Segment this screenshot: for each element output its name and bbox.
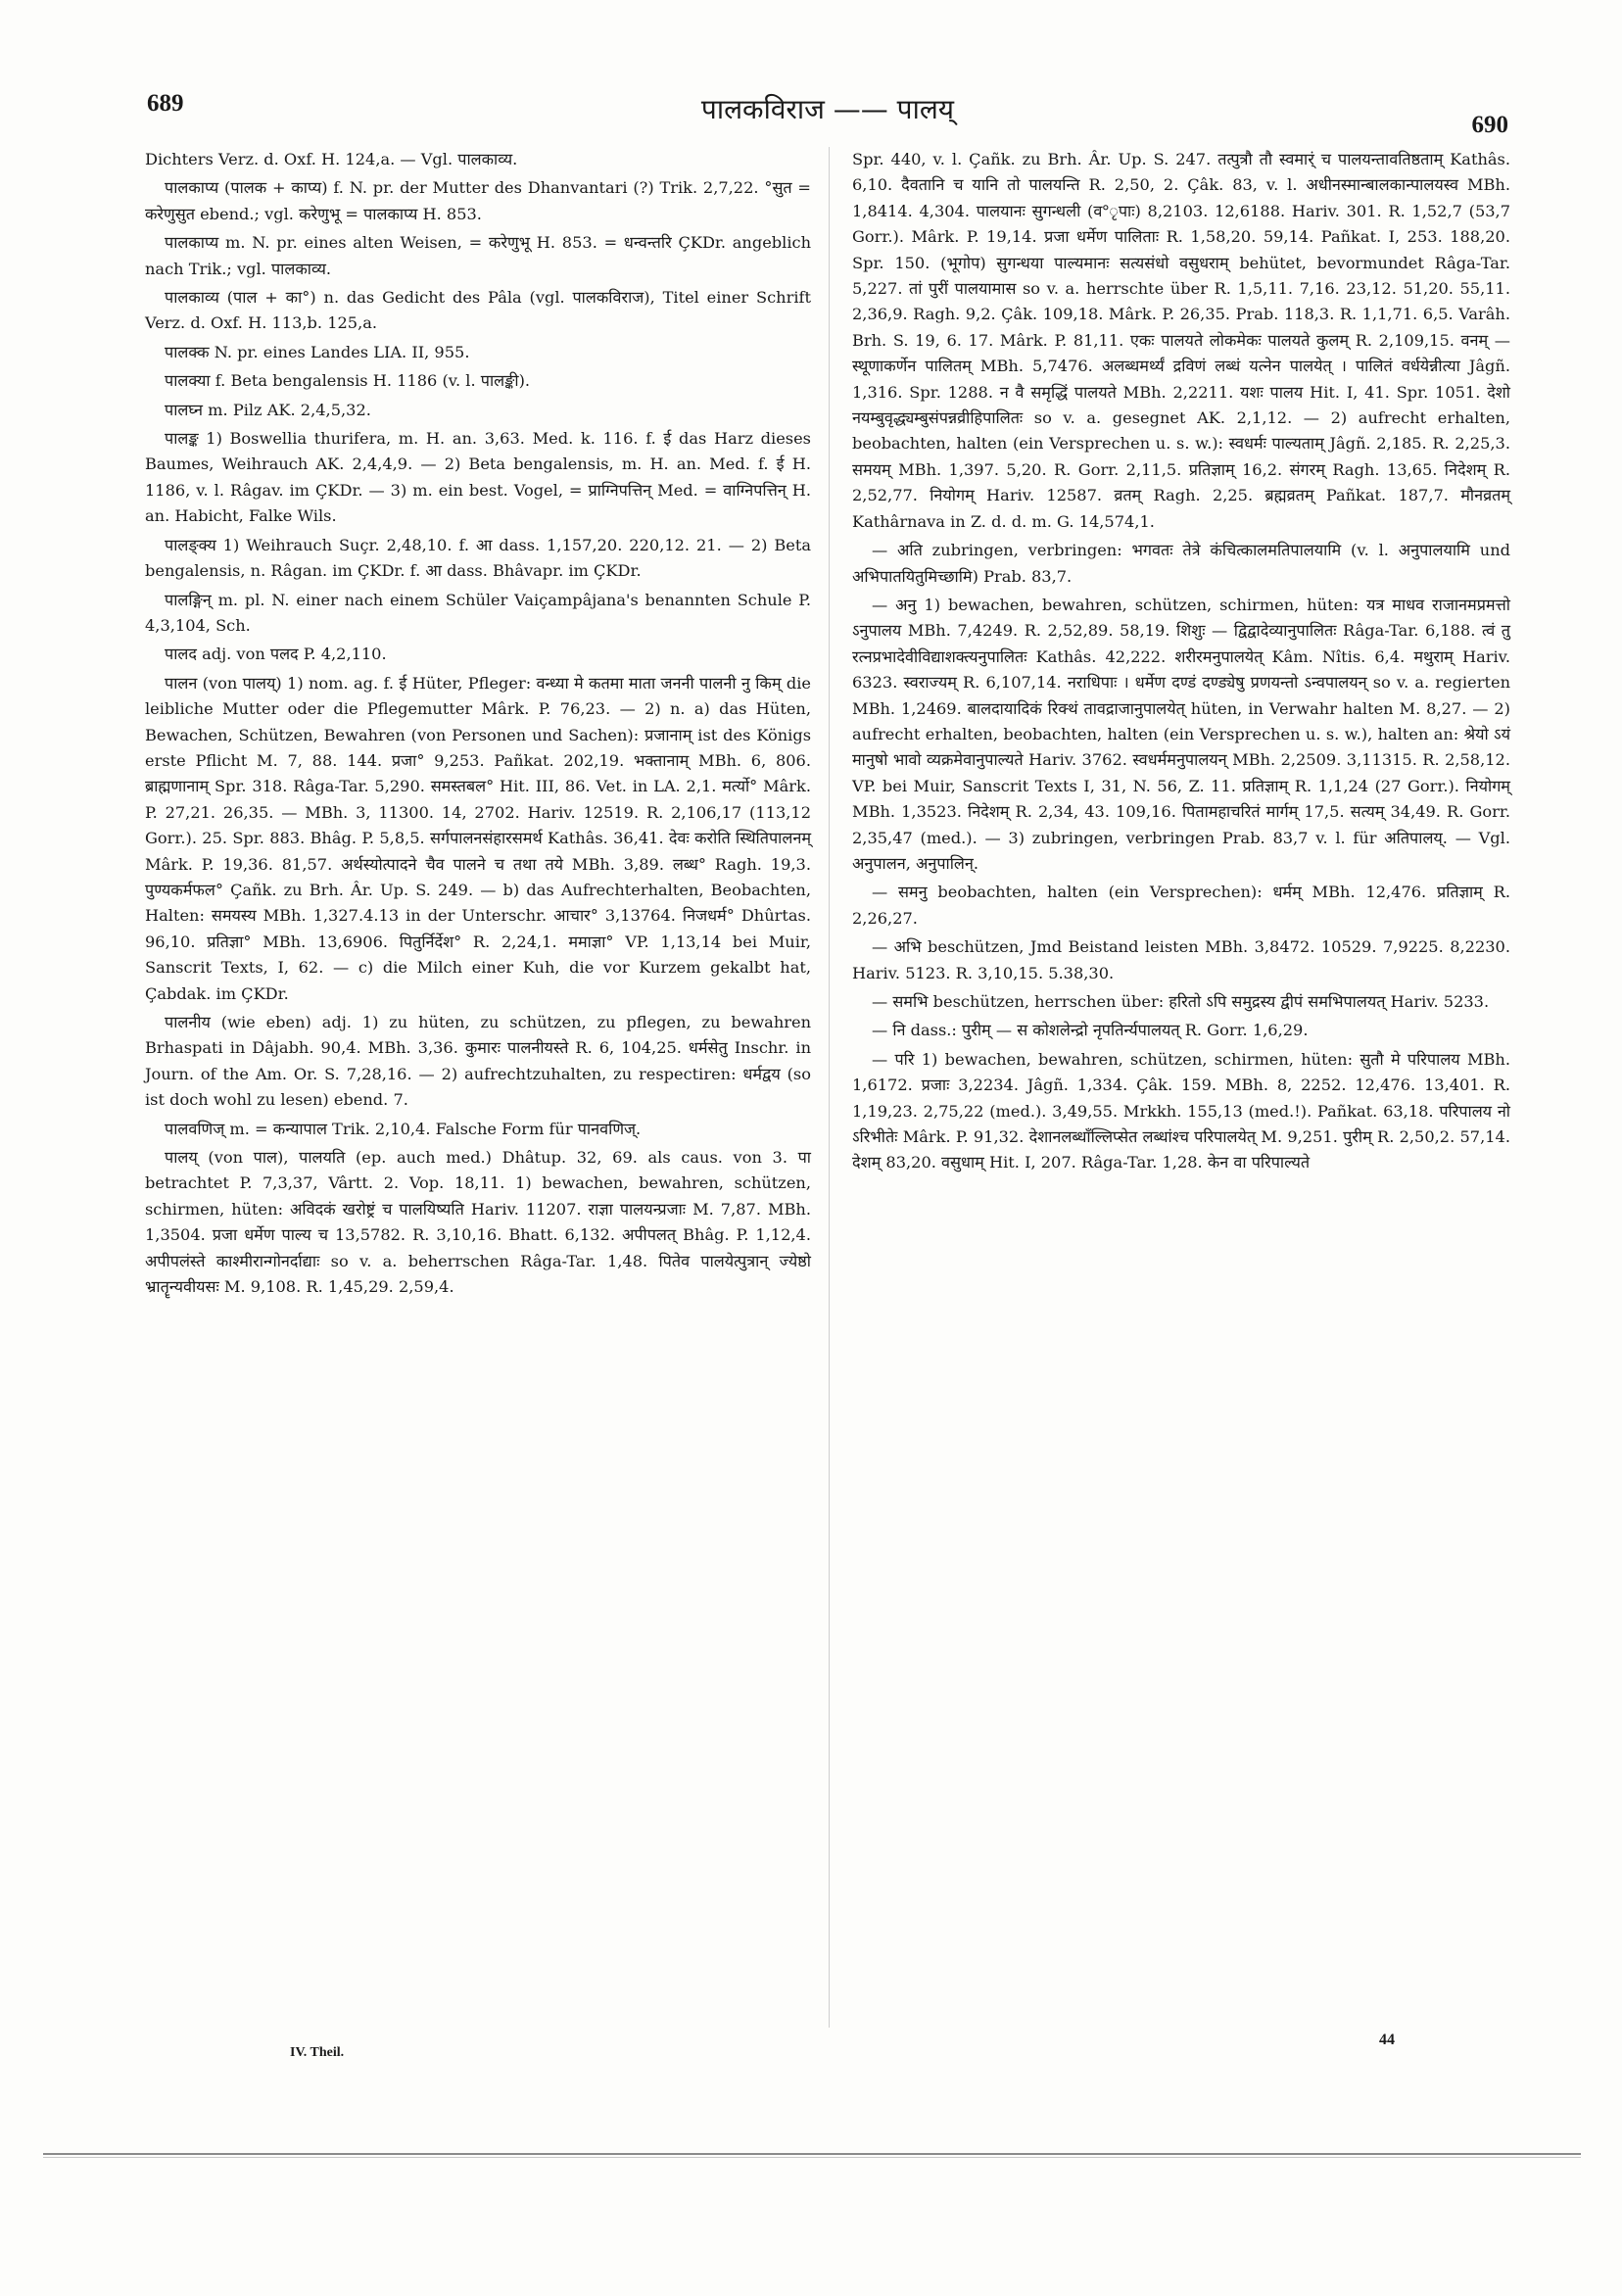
entry-palakapya-f: पालकाप्य (पालक + काप्य) f. N. pr. der Mutter des Dhanvantari (?) Trik. 2,7,22. °सुत = करेणुसुत ebend.; vgl. करेणुभू = पालकाप्य H. 853. bbox=[145, 178, 811, 223]
entry-palay-continued: Spr. 440, v. l. Çañk. zu Brh. Âr. Up. S. 247. तत्पुत्रौ तौ स्वमार्ं च पालयन्तावतिष्ठताम् Kathâs. 6,10. दैवतानि च यानि तो पालयन्ति R. 2,50, 2. Çâk. 83, v. l. अधीनस्मान्बालकान्पालयस्व MBh. 1,8414. 4,304. पालयानः सुगन्धली (व°ृपाः) 8,2103. 12,6188. Hariv. 301. R. 1,52,7 (53,7 Gorr.). Mârk. P. 19,14. प्रजा धर्मेण पालिताः R. 1,58,20. 59,14. Pañkat. I, 253. 188,20. Spr. 150. (भूगोप) सुगन्धया पाल्यमानः सत्यसंधो वसुधराम् behütet, bevormundet Râga-Tar. 5,227. तां पुरीं पालयामास so v. a. herrschte über R. 1,5,11. 7,16. 23,12. 51,20. 55,11. 2,36,9. Ragh. 9,2. Çâk. 109,18. Mârk. P. 26,35. Prab. 118,3. R. 1,1,71. 6,5. Varâh. Brh. S. 19, 6. 17. Mârk. P. 81,11. एकः पालयते लोकमेकः पालयते कुलम् R. 2,109,15. वनम् — स्थूणाकर्णेन पालितम् MBh. 5,7476. अलब्धमर्थ्यं द्रविणं लब्धं यत्नेन पालयेत् । पालितं वर्धयेन्नीत्या Jâgñ. 1,316. Spr. 1288. न वै समृद्धिं पालयते MBh. 2,2211. यशः पालय Hit. I, 41. Spr. 1051. देशो नयम्बुवृद्ध्यम्बुसंपन्नव्रीहिपालितः so v. a. gesegnet AK. 2,1,12. — 2) aufrecht erhalten, beobachten, halten (ein Versprechen u. s. w.): स्वधर्मः पाल्यताम् Jâgñ. 2,185. R. 2,25,3. समयम् MBh. 1,397. 5,20. R. Gorr. 2,11,5. प्रतिज्ञाम् 16,2. संगरम् Ragh. 13,65. निदेशम् R. 2,52,77. नियोगम् Hariv. 12587. व्रतम् Ragh. 2,25. ब्रह्मव्रतम् Pañkat. 187,7. मौनव्रतम् Kathârnava in Z. d. d. m. G. 14,574,1. bbox=[852, 150, 1510, 531]
subentry-samabhi: — समभि beschützen, herrschen über: हरितो ऽपि समुद्रस्य द्वीपं समभिपालयत् Hariv. 5233. bbox=[872, 992, 1490, 1011]
subentry-abhi: — अभि beschützen, Jmd Beistand leisten MBh. 3,8472. 10529. 7,9225. 8,2230. Hariv. 5123. R. 3,10,15. 5.38,30. bbox=[852, 937, 1510, 982]
bottom-rule-secondary bbox=[43, 2157, 1581, 2158]
subentry-ati: — अति zubringen, verbringen: भगवतः तेत्रे कंचित्कालमतिपालयामि (v. l. अनुपालयामि und अभिपातयितुमिच्छामि) Prab. 83,7. bbox=[852, 541, 1510, 586]
entry-palanka: पालङ्क 1) Boswellia thurifera, m. H. an. 3,63. Med. k. 116. f. ई das Harz dieses Baumes, Weihrauch AK. 2,4,4,9. — 2) Beta bengalensis, m. H. an. Med. f. ई H. 1186, v. l. Râgav. im ÇKDr. — 3) m. ein best. Vogel, = प्राग्निपत्तिन् Med. = वाग्निपत्तिन् H. an. Habicht, Falke Wils. bbox=[145, 429, 811, 526]
column-divider bbox=[829, 147, 830, 2028]
entry-palaghna: पालघ्न m. Pilz AK. 2,4,5,32. bbox=[165, 400, 371, 419]
entry-palakka: पालक्क N. pr. eines Landes LIA. II, 955. bbox=[165, 342, 470, 361]
bottom-rule bbox=[43, 2153, 1581, 2155]
entry-palay: पालय् (von पाल), पालयति (ep. auch med.) Dhâtup. 32, 69. als caus. von 3. पा betrachtet P. 7,3,37, Vârtt. 2. Vop. 18,11. 1) bewachen, bewahren, schützen, schirmen, hüten: अविदकं खरोष्ट्रं च पालयिष्यति Hariv. 11207. राज्ञा पालयन्प्रजाः M. 7,87. MBh. 1,3504. प्रजा धर्मेण पाल्य च 13,5782. R. 3,10,16. Bhatt. 6,132. अपीपलत् Bhâg. P. 1,12,4. अपीपलंस्ते काश्मीरान्गोनर्दाद्याः so v. a. beherrschen Râga-Tar. 1,48. पितेव पालयेत्पुत्रान् ज्येष्ठो भ्रातॄन्यवीयसः M. 9,108. R. 1,45,29. 2,59,4. bbox=[145, 1148, 811, 1297]
page-number-right: 690 bbox=[1471, 112, 1508, 138]
page-number-left: 689 bbox=[147, 90, 184, 117]
running-head: पालकविराज —— पालय् bbox=[700, 93, 955, 125]
page-header bbox=[147, 90, 1508, 138]
subentry-pari: — परि 1) bewachen, bewahren, schützen, schirmen, hüten: सुतौ मे परिपालय MBh. 1,6172. प्रजाः 3,2234. Jâgñ. 1,334. Çâk. 159. MBh. 8, 2252. 12,476. 13,401. R. 1,19,23. 2,75,22 (med.). 3,49,55. Mrkkh. 155,13 (med.!). Pañkat. 63,18. परिपालय नो ऽरिभीतेः Mârk. P. 91,32. देशानलब्धाँल्लिप्सेत लब्धांश्च परिपालयेत् M. 9,251. पुरीम् R. 2,50,2. 57,14. देशम् 83,20. वसुधाम् Hit. I, 207. Râga-Tar. 1,28. केन वा परिपाल्यते bbox=[852, 1049, 1510, 1172]
entry-palakavya: पालकाव्य (पाल + का°) n. das Gedicht des Pâla (vgl. पालकविराज), Titel einer Schrift Verz. d. Oxf. H. 113,b. 125,a. bbox=[145, 288, 811, 333]
volume-signature: IV. Theil. bbox=[290, 2045, 345, 2060]
subentry-anu: — अनु 1) bewachen, bewahren, schützen, schirmen, hüten: यत्र माधव राजानमप्रमत्तो ऽनुपालय MBh. 7,4249. R. 2,52,89. 58,19. शिशुः — द्विद्वादेव्यानुपालितः Râga-Tar. 6,188. त्वं तु रत्नप्रभादेवीविद्याशक्त्यनुपालितः Kathâs. 42,222. शरीरमनुपालयेत् Kâm. Nîtis. 6,4. मथुराम् Hariv. 6323. स्वराज्यम् R. 6,107,14. नराधिपाः । धर्मेण दण्डं दण्ड्येषु प्रणयन्तो ऽन्वपालयन् so v. a. regierten MBh. 1,2469. बालदायादिकं रिक्थं तावद्राजानुपालयेत् hüten, in Verwahr halten M. 8,27. — 2) aufrecht erhalten, beobachten, halten (ein Versprechen u. s. w.), halten an: श्रेयो ऽयं मानुषो भावो व्यक्रमेवानुपाल्यते Hariv. 3762. स्वधर्ममनुपालयन् MBh. 2,2509. 3,11315. R. 2,58,12. VP. bei Muir, Sanscrit Texts I, 31, N. 56, Z. 11. प्रतिज्ञाम् R. 1,1,24 (27 Gorr.). नियोगम् MBh. 1,3523. निदेशम् R. 2,34, 43. 109,16. पितामहाचरितं मार्गम् 17,5. सत्यम् 34,49. R. Gorr. 2,35,47 (med.). — 3) zubringen, verbringen Prab. 83,7 v. l. für अतिपालय्. — Vgl. अनुपालन, अनुपालिन्. bbox=[852, 595, 1510, 873]
left-column bbox=[145, 147, 811, 1303]
entry-continuation: Dichters Verz. d. Oxf. H. 124,a. — Vgl. पालकाव्य. bbox=[145, 150, 518, 168]
entry-palakapya-m: पालकाप्य m. N. pr. eines alten Weisen, = करेणुभू H. 853. = धन्वन्तरि ÇKDr. angeblich nach Trik.; vgl. पालकाव्य. bbox=[145, 233, 811, 278]
subentry-samanu: — समनु beobachten, halten (ein Versprechen): धर्मम् MBh. 12,476. प्रतिज्ञाम् R. 2,26,27. bbox=[852, 883, 1510, 928]
entry-palakya: पालक्या f. Beta bengalensis H. 1186 (v. l. पालङ्की). bbox=[165, 371, 531, 391]
entry-palangin: पालङ्गिन् m. pl. N. einer nach einem Schüler Vaiçampâjana's benannten Schule P. 4,3,104, Sch. bbox=[145, 590, 811, 635]
right-column bbox=[852, 147, 1510, 1179]
entry-palankya: पालङ्क्य 1) Weihrauch Suçr. 2,48,10. f. आ dass. 1,157,20. 220,12. 21. — 2) Beta bengalensis, n. Râgan. im ÇKDr. f. आ dass. Bhâvapr. im ÇKDr. bbox=[145, 535, 811, 581]
entry-palavanij: पालवणिज् m. = कन्यापाल Trik. 2,10,4. Falsche Form für पानवणिज्. bbox=[165, 1119, 642, 1138]
sheet-number: 44 bbox=[1379, 2032, 1395, 2048]
subentry-ni: — नि dass.: पुरीम् — स कोशलेन्द्रो नृपतिर्न्यपालयत् R. Gorr. 1,6,29. bbox=[872, 1021, 1309, 1040]
entry-palada: पालद adj. von पलद P. 4,2,110. bbox=[165, 645, 387, 664]
entry-palaniya: पालनीय (wie eben) adj. 1) zu hüten, zu schützen, zu pflegen, zu bewahren Brhaspati in Dâjabh. 90,4. MBh. 3,36. कुमारः पालनीयस्ते R. 6, 104,25. धर्मसेतु Inschr. in Journ. of the Am. Or. S. 7,28,16. — 2) aufrechtzuhalten, zu respectiren: धर्मद्वय (so ist doch wohl zu lesen) ebend. 7. bbox=[145, 1013, 811, 1110]
entry-palana: पालन (von पालय्) 1) nom. ag. f. ई Hüter, Pfleger: वन्ध्या मे कतमा माता जननी पालनी नु किम् die leibliche Mutter oder die Pflegemutter Mârk. P. 76,23. — 2) n. a) das Hüten, Bewachen, Schützen, Bewahren (von Personen und Sachen): प्रजानाम् ist des Königs erste Pflicht M. 7, 88. 144. प्रजा° 9,253. Pañkat. 202,19. भक्तानाम् MBh. 6, 806. ब्राह्मणानाम् Spr. 318. Râga-Tar. 5,290. समस्तबल° Hit. III, 86. Vet. in LA. 2,1. मर्त्यो° Mârk. P. 27,21. 26,35. — MBh. 3, 11300. 14, 2702. Hariv. 12519. R. 2,106,17 (113,12 Gorr.). 25. Spr. 883. Bhâg. P. 5,8,5. सर्गपालनसंहारसमर्थ Kathâs. 36,41. देवः करोति स्थितिपालनम् Mârk. P. 19,36. 81,57. अर्थस्योत्पादने चैव पालने च तथा तये MBh. 3,89. लब्ध° Ragh. 19,3. पुण्यकर्मफल° Çañk. zu Brh. Âr. Up. S. 249. — b) das Aufrechterhalten, Beobachten, Halten: समयस्य MBh. 1,327.4.13 in der Unterschr. आचार° 3,13764. निजधर्म° Dhûrtas. 96,10. प्रतिज्ञा° MBh. 13,6906. पितुर्निर्देश° R. 2,24,1. ममाज्ञा° VP. 1,13,14 bei Muir, Sanscrit Texts, I, 62. — c) die Milch einer Kuh, die vor Kurzem gekalbt hat, Çabdak. im ÇKDr. bbox=[145, 673, 811, 1003]
